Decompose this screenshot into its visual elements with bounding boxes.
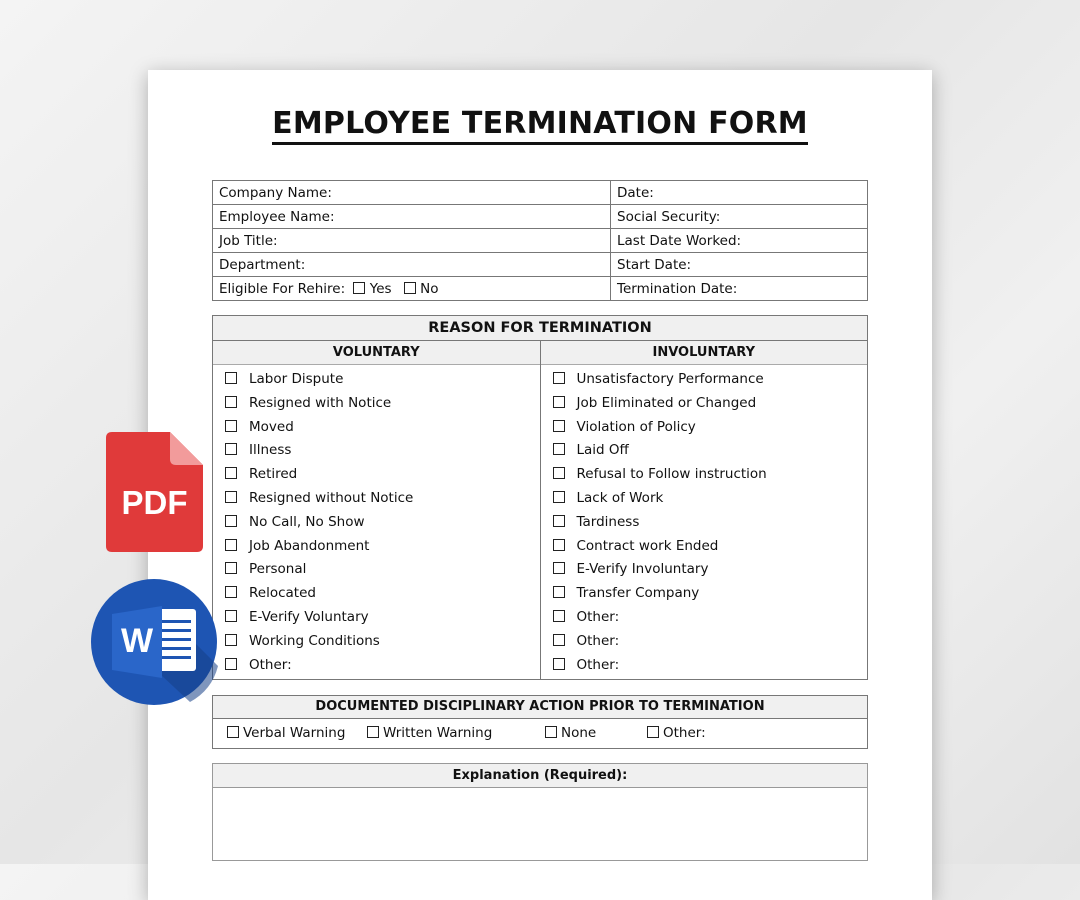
- disciplinary-option: [647, 725, 706, 741]
- voluntary-reason-label: Job Abandonment: [249, 537, 370, 554]
- list-item: [553, 392, 868, 416]
- involuntary-reason-label: Other:: [576, 608, 620, 625]
- voluntary-reason-checkbox[interactable]: [225, 420, 237, 432]
- voluntary-column: [213, 341, 541, 679]
- voluntary-reason-checkbox[interactable]: [225, 491, 237, 503]
- voluntary-reason-label: Working Conditions: [249, 632, 380, 649]
- involuntary-reason-checkbox[interactable]: [553, 443, 565, 455]
- list-item: [553, 416, 868, 440]
- voluntary-heading: VOLUNTARY: [213, 341, 540, 365]
- written-warning-label: Written Warning: [383, 725, 493, 741]
- involuntary-reason-label: Other:: [576, 656, 620, 673]
- voluntary-reason-checkbox[interactable]: [225, 515, 237, 527]
- involuntary-reason-label: Unsatisfactory Performance: [576, 371, 764, 387]
- involuntary-reason-label: Tardiness: [576, 513, 640, 530]
- date-field[interactable]: Date:: [611, 181, 868, 205]
- voluntary-list: [213, 365, 540, 677]
- list-item: [553, 368, 868, 392]
- list-item: [225, 439, 540, 463]
- list-item: [225, 368, 540, 392]
- voluntary-reason-checkbox[interactable]: [225, 539, 237, 551]
- written-warning-checkbox[interactable]: [367, 726, 379, 738]
- list-item: [225, 654, 540, 678]
- list-item: [225, 558, 540, 582]
- table-row: [213, 229, 868, 253]
- rehire-no-checkbox[interactable]: [404, 282, 416, 294]
- involuntary-reason-checkbox[interactable]: [553, 420, 565, 432]
- voluntary-reason-label: Relocated: [249, 585, 316, 602]
- voluntary-reason-checkbox[interactable]: [225, 396, 237, 408]
- list-item: [553, 582, 868, 606]
- table-row: [213, 181, 868, 205]
- voluntary-reason-checkbox[interactable]: [225, 562, 237, 574]
- voluntary-reason-checkbox[interactable]: [225, 372, 237, 384]
- disciplinary-other-label: Other:: [663, 725, 706, 741]
- last-date-worked-field[interactable]: Last Date Worked:: [611, 229, 868, 253]
- list-item: [225, 463, 540, 487]
- involuntary-reason-checkbox[interactable]: [553, 658, 565, 670]
- voluntary-reason-label: E-Verify Voluntary: [249, 608, 369, 625]
- involuntary-reason-checkbox[interactable]: [553, 515, 565, 527]
- voluntary-reason-label: Moved: [249, 418, 294, 435]
- termination-date-field[interactable]: Termination Date:: [611, 277, 868, 301]
- involuntary-reason-checkbox[interactable]: [553, 372, 565, 384]
- list-item: [225, 535, 540, 559]
- none-checkbox[interactable]: [545, 726, 557, 738]
- disciplinary-option: [545, 725, 596, 741]
- list-item: [553, 630, 868, 654]
- job-title-field[interactable]: Job Title:: [213, 229, 611, 253]
- employee-name-field[interactable]: Employee Name:: [213, 205, 611, 229]
- table-row: [213, 277, 868, 301]
- involuntary-reason-label: Transfer Company: [576, 585, 700, 602]
- involuntary-reason-checkbox[interactable]: [553, 539, 565, 551]
- voluntary-reason-checkbox[interactable]: [225, 443, 237, 455]
- none-label: None: [561, 725, 597, 741]
- list-item: [553, 487, 868, 511]
- rehire-no-label: No: [420, 280, 439, 297]
- verbal-warning-checkbox[interactable]: [227, 726, 239, 738]
- table-row: [213, 205, 868, 229]
- voluntary-reason-label: Other:: [249, 656, 292, 673]
- involuntary-reason-checkbox[interactable]: [553, 491, 565, 503]
- voluntary-reason-label: Resigned with Notice: [249, 394, 392, 411]
- list-item: [225, 392, 540, 416]
- rehire-label: Eligible For Rehire:: [219, 280, 346, 297]
- involuntary-reason-checkbox[interactable]: [553, 396, 565, 408]
- employee-info-table: [212, 180, 868, 301]
- involuntary-reason-label: Refusal to Follow instruction: [576, 466, 767, 483]
- verbal-warning-label: Verbal Warning: [243, 725, 346, 741]
- explanation-heading: Explanation (Required):: [213, 764, 867, 788]
- list-item: [553, 439, 868, 463]
- table-row: [213, 253, 868, 277]
- pdf-label: PDF: [121, 484, 188, 521]
- voluntary-reason-label: Illness: [249, 442, 292, 459]
- list-item: [553, 535, 868, 559]
- involuntary-column: [541, 341, 868, 679]
- voluntary-reason-label: Labor Dispute: [249, 371, 344, 387]
- list-item: [553, 511, 868, 535]
- rehire-field: [213, 277, 611, 301]
- voluntary-reason-checkbox[interactable]: [225, 634, 237, 646]
- explanation-section: [212, 763, 868, 861]
- voluntary-reason-label: Resigned without Notice: [249, 489, 414, 506]
- word-letter: W: [120, 622, 154, 660]
- list-item: [225, 582, 540, 606]
- rehire-yes-checkbox[interactable]: [353, 282, 365, 294]
- voluntary-reason-label: Retired: [249, 466, 298, 483]
- list-item: [225, 511, 540, 535]
- voluntary-reason-label: No Call, No Show: [249, 513, 365, 530]
- list-item: [553, 558, 868, 582]
- voluntary-reason-checkbox[interactable]: [225, 586, 237, 598]
- company-name-field[interactable]: Company Name:: [213, 181, 611, 205]
- involuntary-reason-label: Lack of Work: [576, 489, 664, 506]
- involuntary-reason-label: Violation of Policy: [576, 418, 696, 435]
- involuntary-heading: INVOLUNTARY: [541, 341, 868, 365]
- disciplinary-action-section: [212, 695, 868, 749]
- disciplinary-option: [227, 725, 345, 741]
- list-item: [553, 654, 868, 678]
- reason-heading: REASON FOR TERMINATION: [213, 316, 867, 341]
- list-item: [225, 606, 540, 630]
- involuntary-reason-checkbox[interactable]: [553, 586, 565, 598]
- voluntary-reason-checkbox[interactable]: [225, 658, 237, 670]
- list-item: [553, 463, 868, 487]
- involuntary-reason-checkbox[interactable]: [553, 467, 565, 479]
- voluntary-reason-label: Personal: [249, 561, 307, 578]
- involuntary-reason-label: Other:: [576, 632, 620, 649]
- list-item: [225, 487, 540, 511]
- form-title: EMPLOYEE TERMINATION FORM: [0, 106, 1080, 141]
- involuntary-reason-label: Contract work Ended: [576, 537, 719, 554]
- involuntary-reason-checkbox[interactable]: [553, 610, 565, 622]
- rehire-yes-label: Yes: [369, 280, 392, 297]
- involuntary-list: [541, 365, 868, 677]
- reason-for-termination-section: [212, 315, 868, 680]
- disciplinary-other-checkbox[interactable]: [647, 726, 659, 738]
- explanation-input[interactable]: [213, 788, 867, 860]
- social-security-field[interactable]: Social Security:: [611, 205, 868, 229]
- involuntary-reason-label: Job Eliminated or Changed: [576, 394, 757, 411]
- voluntary-reason-checkbox[interactable]: [225, 467, 237, 479]
- involuntary-reason-checkbox[interactable]: [553, 634, 565, 646]
- disciplinary-heading: DOCUMENTED DISCIPLINARY ACTION PRIOR TO TERMINATION: [213, 696, 867, 719]
- start-date-field[interactable]: Start Date:: [611, 253, 868, 277]
- list-item: [225, 630, 540, 654]
- involuntary-reason-checkbox[interactable]: [553, 562, 565, 574]
- list-item: [225, 416, 540, 440]
- voluntary-reason-checkbox[interactable]: [225, 610, 237, 622]
- involuntary-reason-label: Laid Off: [576, 442, 629, 459]
- involuntary-reason-label: E-Verify Involuntary: [576, 561, 709, 578]
- list-item: [553, 606, 868, 630]
- department-field[interactable]: Department:: [213, 253, 611, 277]
- disciplinary-option: [367, 725, 492, 741]
